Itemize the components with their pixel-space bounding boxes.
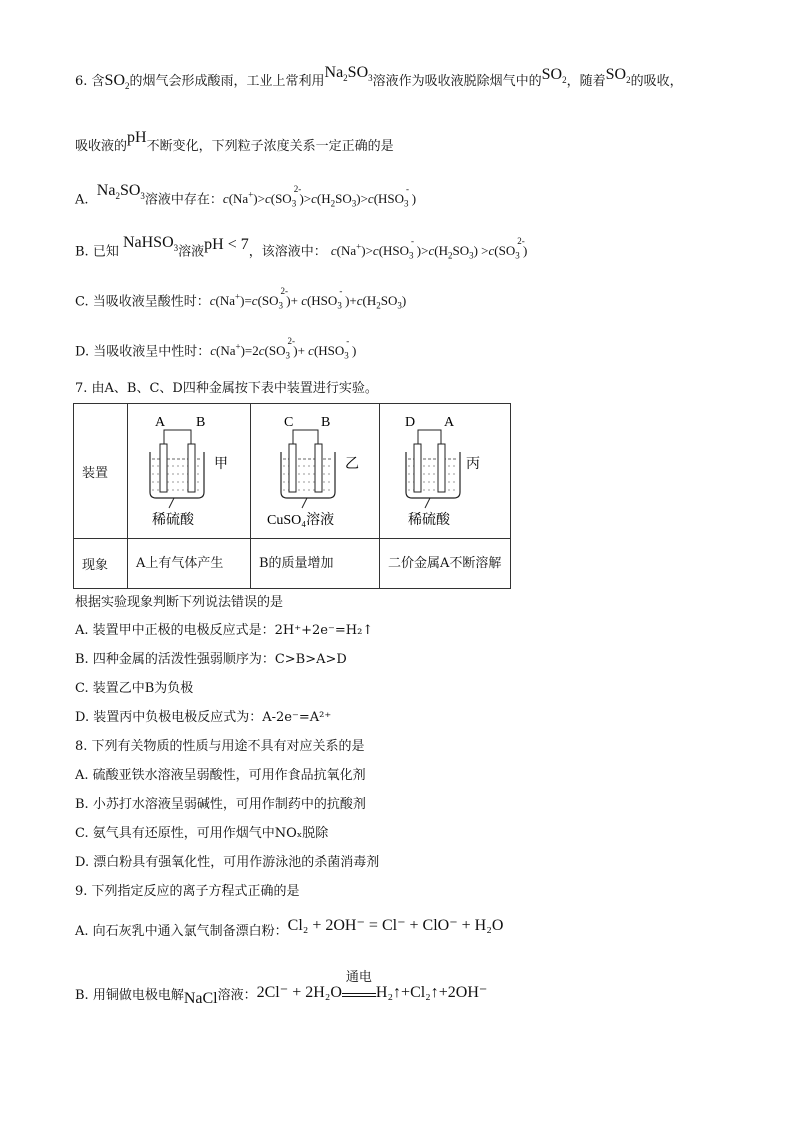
row-header-phenomenon: 现象: [74, 539, 128, 589]
electrolysis-condition: [342, 970, 376, 997]
q9-option-b: [75, 970, 488, 1007]
ph-symbol: pH: [127, 129, 147, 146]
so2-formula-3: $SO_2$: [605, 66, 631, 86]
na2so3-formula: $Na_2SO_3$: [324, 64, 373, 84]
option-text: 溶液：: [217, 988, 257, 1003]
option-c-relation: $c(Na^+)=c(SO_3$ 2- )+ $c(HSO_3$ - )$+c(H_2SO_3)$: [209, 286, 407, 311]
device-name: 甲: [214, 457, 228, 472]
solution-label: 稀硫酸: [408, 513, 450, 528]
electrode-label-left: D: [405, 415, 416, 430]
q8-option-a: A. 硫酸亚铁水溶液呈弱酸性，可用作食品抗氧化剂: [75, 768, 366, 783]
galvanic-cell-yi-diagram: [251, 404, 379, 534]
electrode-label-right: B: [321, 415, 331, 430]
q7-option-a: A. 装置甲中正极的电极反应式是：2H⁺+2e⁻=H₂↑: [75, 623, 374, 638]
q8-option-b: B. 小苏打水溶液呈弱碱性，可用作制药中的抗酸剂: [75, 797, 366, 812]
device-name: 乙: [345, 457, 359, 472]
equation-right: H₂↑+Cl₂↑+2OH⁻: [375, 984, 488, 1001]
electrode-label-right: B: [196, 415, 206, 430]
q7-option-b: B. 四种金属的活泼性强弱顺序为：C>B>A>D: [75, 652, 347, 667]
device-name: 丙: [466, 457, 480, 472]
experiment-table: [73, 403, 511, 589]
q6-stem-line1: [75, 64, 683, 95]
q7-stem: 7. 由A、B、C、D四种金属按下表中装置进行实验。: [75, 381, 378, 396]
solution-label: CuSO₄溶液: [267, 513, 335, 528]
option-a-relation: $c(Na^+)>c(SO_3$ 2- )$>c(H_2SO_3)>c(HSO_3$ - ): [222, 184, 417, 209]
row-header-device: 装置: [74, 404, 128, 539]
condition-label: 通电: [345, 970, 372, 985]
phenomenon-yi: B的质量增加: [251, 539, 380, 589]
q6-stem-part: ，随着: [566, 74, 606, 89]
equation-left: 2Cl⁻ + 2H₂O: [256, 984, 342, 1001]
option-b-relation: $c(Na^+)>c(HSO_3$ - )$>c(H_2SO_3) >c(SO_3$ 2- ): [330, 236, 528, 261]
option-text: B. 用铜做电极电解: [75, 988, 184, 1003]
option-label: A.: [75, 192, 89, 208]
option-text: A. 向石灰乳中通入氯气制备漂白粉：: [75, 924, 288, 939]
galvanic-cell-bing-diagram: [380, 404, 510, 534]
device-bing: [380, 404, 511, 539]
q9-stem: 9. 下列指定反应的离子方程式正确的是: [75, 884, 300, 899]
q6-stem-line2: [75, 129, 394, 156]
electrode-label-left: A: [155, 415, 166, 430]
option-text: 溶液: [178, 244, 205, 260]
so2-formula: $SO_2$: [104, 72, 130, 92]
phenomenon-bing: 二价金属A不断溶解: [380, 539, 511, 589]
q9-option-a: [75, 917, 504, 941]
electrode-label-right: A: [444, 415, 455, 430]
solution-label: 稀硫酸: [152, 513, 194, 528]
so2-formula-2: $SO_2$: [541, 66, 567, 86]
q7-option-d: D. 装置丙中负极电极反应式为：A-2e⁻=A²⁺: [75, 710, 332, 725]
q6-stem-part: 不断变化，下列粒子浓度关系一定正确的是: [146, 139, 394, 154]
device-yi: [251, 404, 380, 539]
option-d-relation: $c(Na^+)=2c(SO_3$ 2- )+ $c(HSO_3$ - ): [210, 336, 357, 361]
option-text: D. 当吸收液呈中性时：: [75, 344, 211, 360]
q8-option-c: C. 氨气具有还原性，可用作烟气中NOₓ脱除: [75, 826, 329, 841]
galvanic-cell-jia-diagram: [128, 404, 250, 534]
nacl-formula: NaCl: [183, 990, 218, 1007]
q6-option-b: [75, 234, 528, 266]
q8-stem: 8. 下列有关物质的性质与用途不具有对应关系的是: [75, 739, 365, 754]
q7-option-c: C. 装置乙中B为负极: [75, 681, 194, 696]
option-text: C. 当吸收液呈酸性时：: [75, 294, 210, 310]
q6-option-c: [75, 288, 406, 315]
q6-option-d: [75, 338, 356, 365]
nahso3-formula: NaHSO$_3$: [122, 234, 179, 254]
phenomenon-jia: A上有气体产生: [128, 539, 251, 589]
device-jia: [128, 404, 251, 539]
ionic-equation: Cl₂ + 2OH⁻ = Cl⁻ + ClO⁻ + H₂O: [287, 917, 504, 934]
option-text: 溶液中存在：: [144, 192, 223, 208]
q8-option-d: D. 漂白粉具有强氧化性，可用作游泳池的杀菌消毒剂: [75, 855, 380, 870]
q7-ask: 根据实验现象判断下列说法错误的是: [75, 595, 284, 610]
option-label: B. 已知: [75, 244, 119, 260]
q6-stem-part: 的吸收，: [630, 74, 683, 89]
q6-option-a: [75, 182, 417, 214]
q6-stem-part: 的烟气会形成酸雨，工业上常利用: [129, 74, 325, 89]
q6-stem-part: 6. 含: [75, 74, 105, 89]
q6-stem-part: 吸收液的: [75, 139, 128, 154]
double-line: [342, 993, 376, 997]
ph-condition: pH < 7: [204, 236, 249, 254]
option-text: ，该溶液中：: [248, 244, 327, 260]
na2so3-formula: $Na_2SO_3$: [96, 182, 145, 202]
electrode-label-left: C: [284, 415, 294, 430]
q6-stem-part: 溶液作为吸收液脱除烟气中的: [372, 74, 542, 89]
